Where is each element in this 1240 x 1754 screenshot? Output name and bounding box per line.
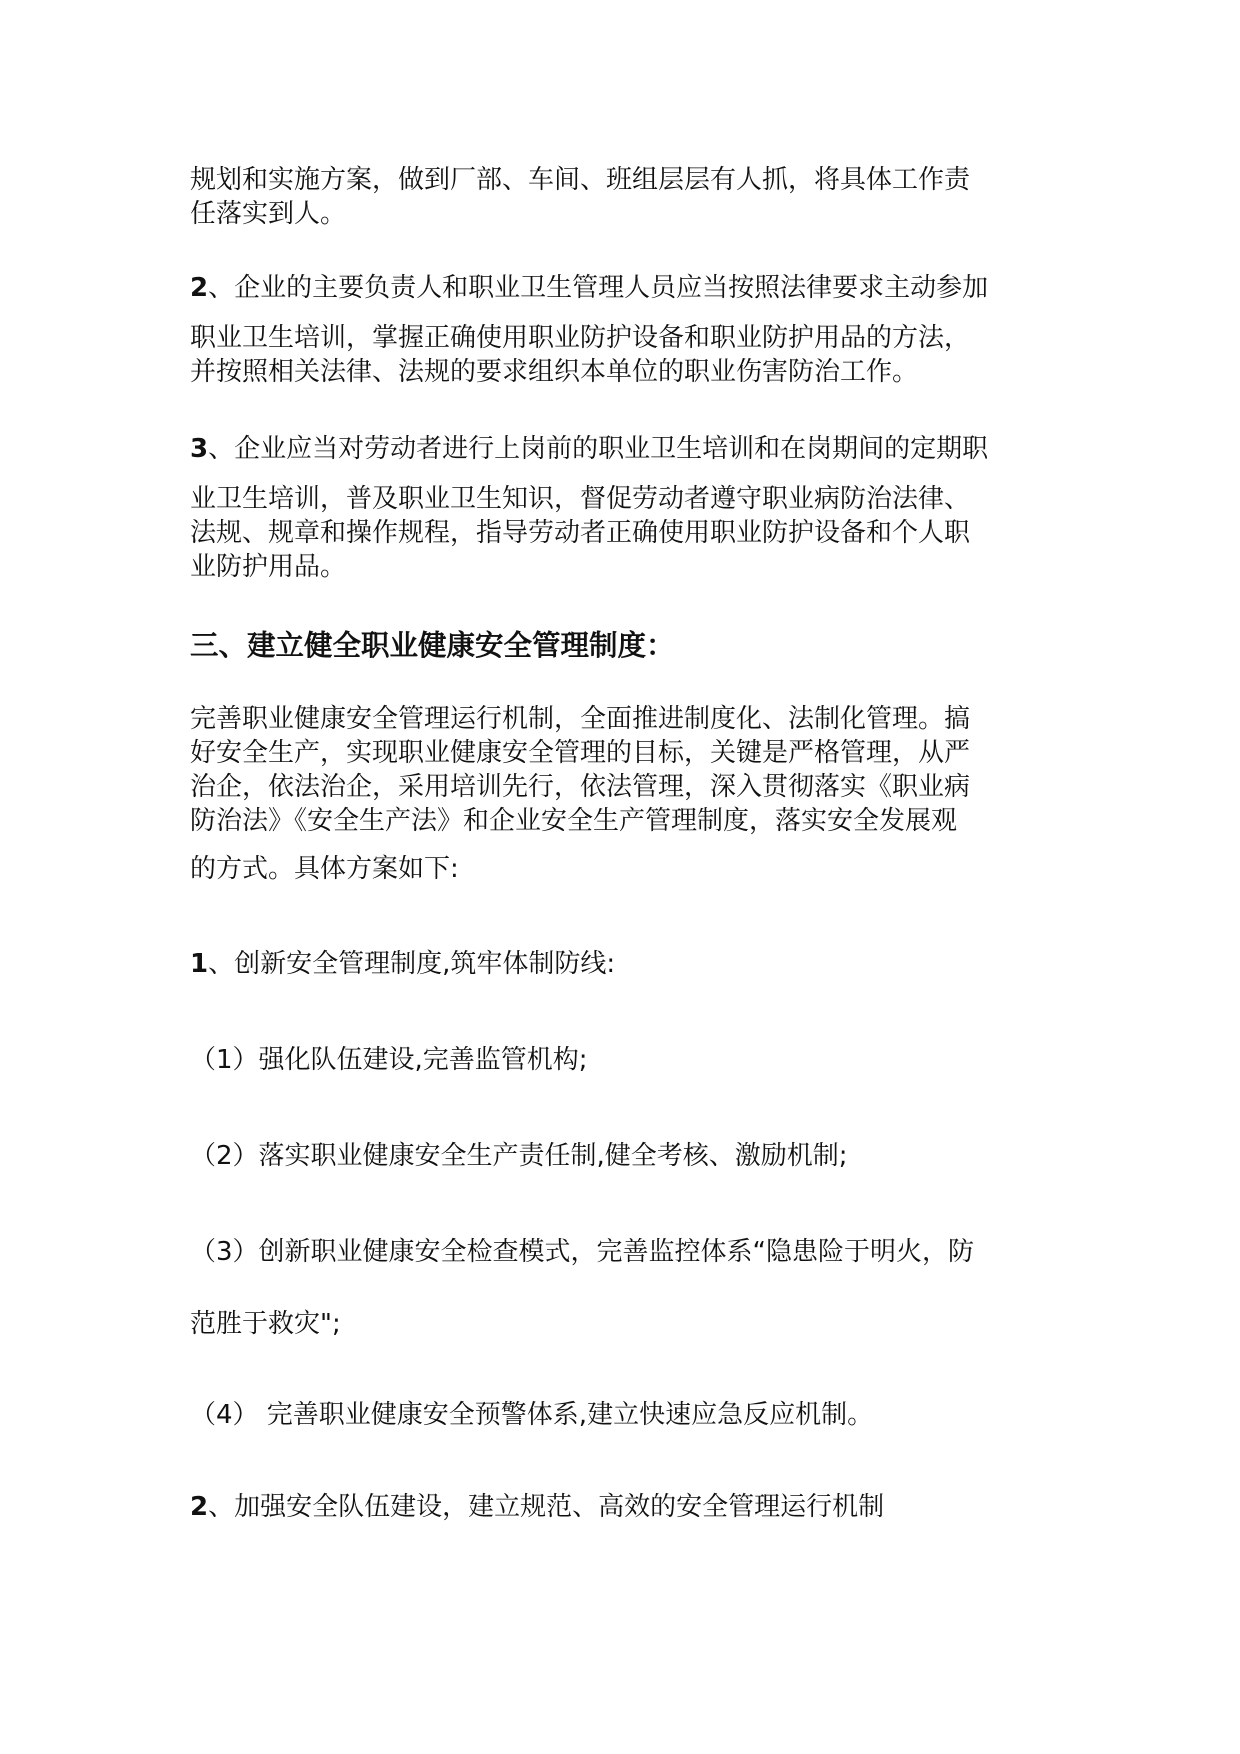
list-item-2-line: 职业卫生培训，掌握正确使用职业防护设备和职业防护用品的方法， — [190, 323, 971, 353]
subsection-1-title — [190, 947, 615, 981]
subsection-text: 、加强安全队伍建设，建立规范、高效的安全管理运行机制 — [208, 1492, 885, 1522]
paragraph-line: 完善职业健康安全管理运行机制，全面推进制度化、法制化管理。搞 — [190, 704, 971, 734]
paragraph-line: 规划和实施方案，做到厂部、车间、班组层层有人抓，将具体工作责 — [190, 165, 971, 195]
list-item-3-line — [190, 432, 988, 466]
list-item-text: 、企业的主要负责人和职业卫生管理人员应当按照法律要求主动参加 — [208, 273, 989, 303]
paragraph-line: 防治法》《安全生产法》和企业安全生产管理制度，落实安全发展观 — [190, 806, 958, 836]
sub-item-1: （1）强化队伍建设,完善监管机构; — [190, 1045, 588, 1075]
sub-item-2: （2）落实职业健康安全生产责任制,健全考核、激励机制; — [190, 1141, 848, 1171]
list-item-3-line: 法规、规章和操作规程，指导劳动者正确使用职业防护设备和个人职 — [190, 518, 971, 548]
list-number: 3 — [190, 434, 209, 464]
paragraph-line: 好安全生产，实现职业健康安全管理的目标，关键是严格管理，从严 — [190, 738, 971, 768]
list-item-3-line: 业卫生培训，普及职业卫生知识，督促劳动者遵守职业病防治法律、 — [190, 484, 971, 514]
sub-item-3-cont: 范胜于救灾"; — [190, 1309, 341, 1339]
paragraph-line: 治企，依法治企，采用培训先行，依法管理，深入贯彻落实《职业病 — [190, 772, 971, 802]
sub-item-3: （3）创新职业健康安全检查模式，完善监控体系“隐患险于明火，防 — [190, 1237, 975, 1267]
list-number: 2 — [190, 273, 209, 303]
list-number: 2 — [190, 1492, 209, 1522]
list-number: 1 — [190, 949, 209, 979]
paragraph-line: 任落实到人。 — [190, 199, 347, 229]
list-item-3-line: 业防护用品。 — [190, 552, 347, 582]
section-heading: 三、建立健全职业健康安全管理制度： — [190, 629, 675, 662]
subsection-2-title — [190, 1490, 884, 1524]
subsection-text: 、创新安全管理制度,筑牢体制防线: — [208, 949, 616, 979]
list-item-2-line — [190, 271, 988, 305]
list-item-text: 、企业应当对劳动者进行上岗前的职业卫生培训和在岗期间的定期职 — [208, 434, 989, 464]
sub-item-4: （4） 完善职业健康安全预警体系,建立快速应急反应机制。 — [190, 1400, 874, 1430]
paragraph-line: 的方式。具体方案如下: — [190, 854, 459, 884]
list-item-2-line: 并按照相关法律、法规的要求组织本单位的职业伤害防治工作。 — [190, 357, 919, 387]
